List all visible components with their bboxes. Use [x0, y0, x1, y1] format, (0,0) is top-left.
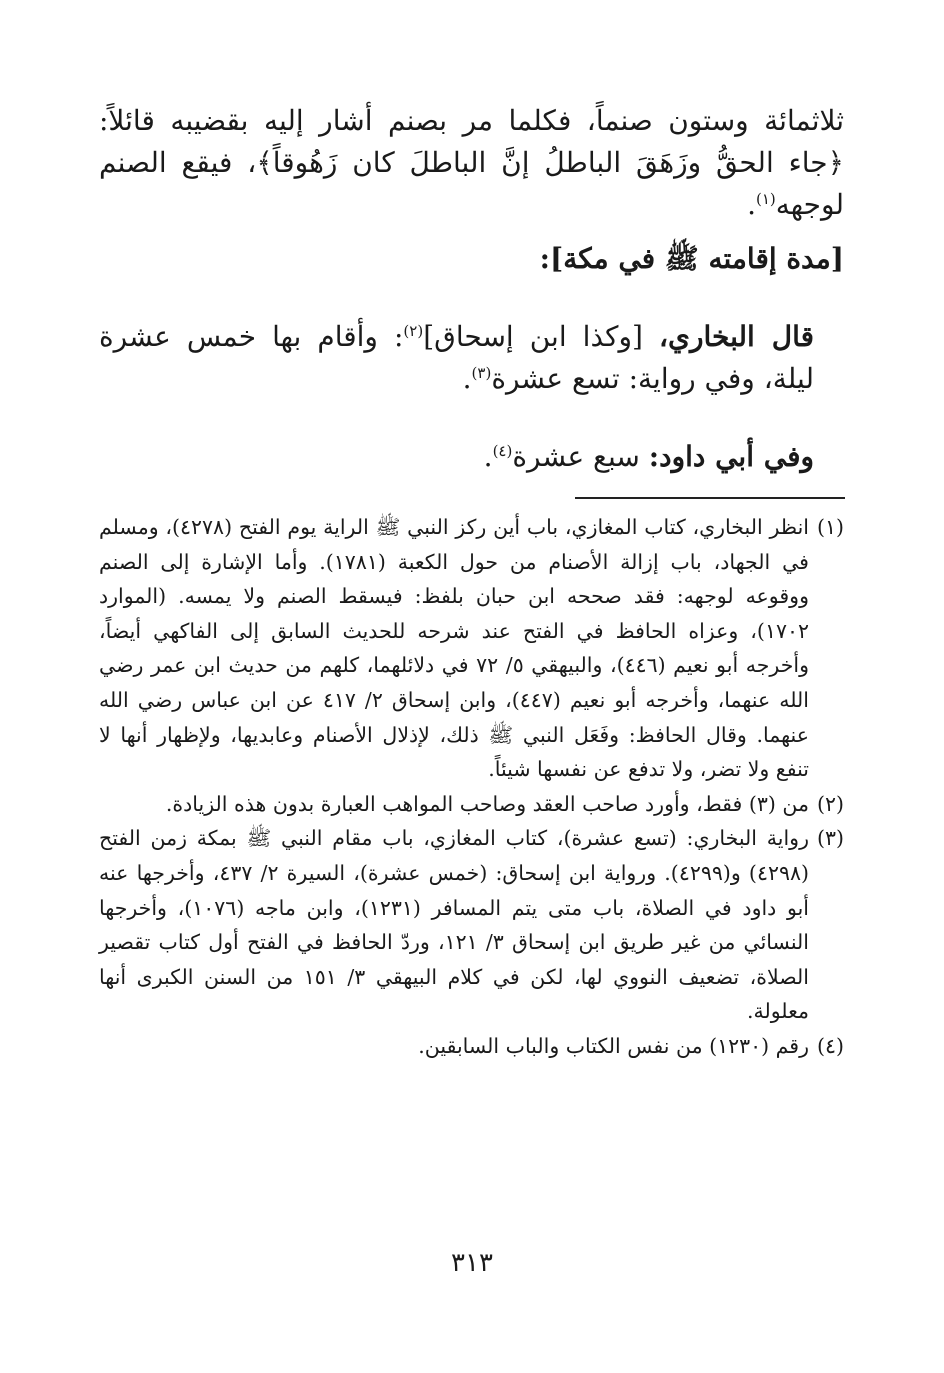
- footnote-divider: [575, 497, 845, 499]
- footnote-number: (١): [816, 515, 844, 539]
- footnote-number: (٤): [816, 1033, 844, 1058]
- footnote-2: [99, 787, 844, 822]
- footnote-3: [99, 821, 844, 1029]
- footnote-text: رقم (١٢٣٠) من نفس الكتاب والباب السابقين.: [418, 1033, 809, 1058]
- source-bukhari: قال البخاري،: [658, 320, 814, 353]
- source-abu-dawud: وفي أبي داود:: [648, 440, 814, 473]
- footnote-ref-4[interactable]: (٤): [492, 442, 513, 460]
- footnotes: [99, 510, 844, 1064]
- footnote-number: (٢): [816, 791, 844, 816]
- footnote-ref-3[interactable]: (٣): [471, 364, 492, 382]
- paragraph-abu-dawud: وفي أبي داود: سبع عشرة$^{(٤)}$.: [483, 440, 814, 473]
- paragraph-idol-destruction: ثلاثمائة وستون صنماً، فكلما مر بصنم أشار إليه بقضيبه قائلاً: ﴿جاء الحقُّ وزَهَقَ الباطلُ إنَّ الباطلَ كان زَهُوقاً﴾، فيقع الصنم لوجهه$^{(١)}$.: [99, 104, 844, 221]
- page-number: ٣١٣: [451, 1248, 493, 1278]
- paragraph-text: ثلاثمائة وستون صنماً، فكلما مر بصنم أشار إليه بقضيبه قائلاً: ﴿جاء الحقُّ وزَهَقَ الباطلُ إنَّ الباطلَ كان زَهُوقاً﴾، فيقع الصنم لوجهه: [99, 104, 844, 221]
- footnote-1: [99, 510, 844, 787]
- footnote-ref-1[interactable]: (١): [755, 190, 776, 208]
- footnote-text: رواية البخاري: (تسع عشرة)، كتاب المغازي، باب مقام النبي ﷺ بمكة زمن الفتح (٤٢٩٨) و(٤٢٩٩). ورواية ابن إسحاق: (خمس عشرة)، السيرة ٢/ ٤٣٧، وأخرجها عنه أبو داود في الصلاة، باب متى يتم المسافر (١٢٣١)، وابن ماجه (١٠٧٦)، وأخرجها النسائي من غير طريق ابن إسحاق ٣/ ١٢١، وردّ الحافظ في الفتح أول كتاب تقصير الصلاة، تضعيف النووي لها، لكن في كلام البيهقي ٣/ ١٥١ من السنن الكبرى أنها معلولة.: [99, 826, 809, 1024]
- footnote-4: [99, 1029, 844, 1064]
- footnote-ref-2[interactable]: (٢): [403, 322, 424, 340]
- footnote-text: انظر البخاري، كتاب المغازي، باب أين ركز النبي ﷺ الراية يوم الفتح (٤٢٧٨)، ومسلم في الجهاد، باب إزالة الأصنام من حول الكعبة (١٧٨١). وأما الإشارة إلى الصنم ووقوعه لوجهه: فقد صححه ابن حبان بلفظ: فيسقط الصنم ولا يمسه. (الموارد ١٧٠٢)، وعزاه الحافظ في الفتح عند شرحه للحديث السابق إلى الفاكهي أيضاً، وأخرجه أبو نعيم (٤٤٦)، والبيهقي ٥/ ٧٢ في دلائلهما، كلهم من حديث ابن عمر رضي الله عنهما، وأخرجه أبو نعيم (٤٤٧)، وابن إسحاق ٢/ ٤١٧ عن ابن عباس رضي الله عنهما. وقال الحافظ: وفَعَل النبي ﷺ ذلك، لإذلال الأصنام وعابديها، ولإظهار أنها لا تنفع ولا تضر، ولا تدفع عن نفسها شيئاً.: [99, 515, 809, 782]
- footnote-number: (٣): [816, 826, 844, 851]
- footnote-text: من (٣) فقط، وأورد صاحب العقد وصاحب المواهب العبارة بدون هذه الزيادة.: [165, 791, 809, 816]
- paragraph-bukhari: قال البخاري، [وكذا ابن إسحاق]$^{(٢)}$: وأقام بها خمس عشرة ليلة، وفي رواية: تسع عشرة$^{(٣)}$.: [99, 320, 814, 395]
- section-heading: [مدة إقامته ﷺ في مكة]:: [539, 242, 844, 275]
